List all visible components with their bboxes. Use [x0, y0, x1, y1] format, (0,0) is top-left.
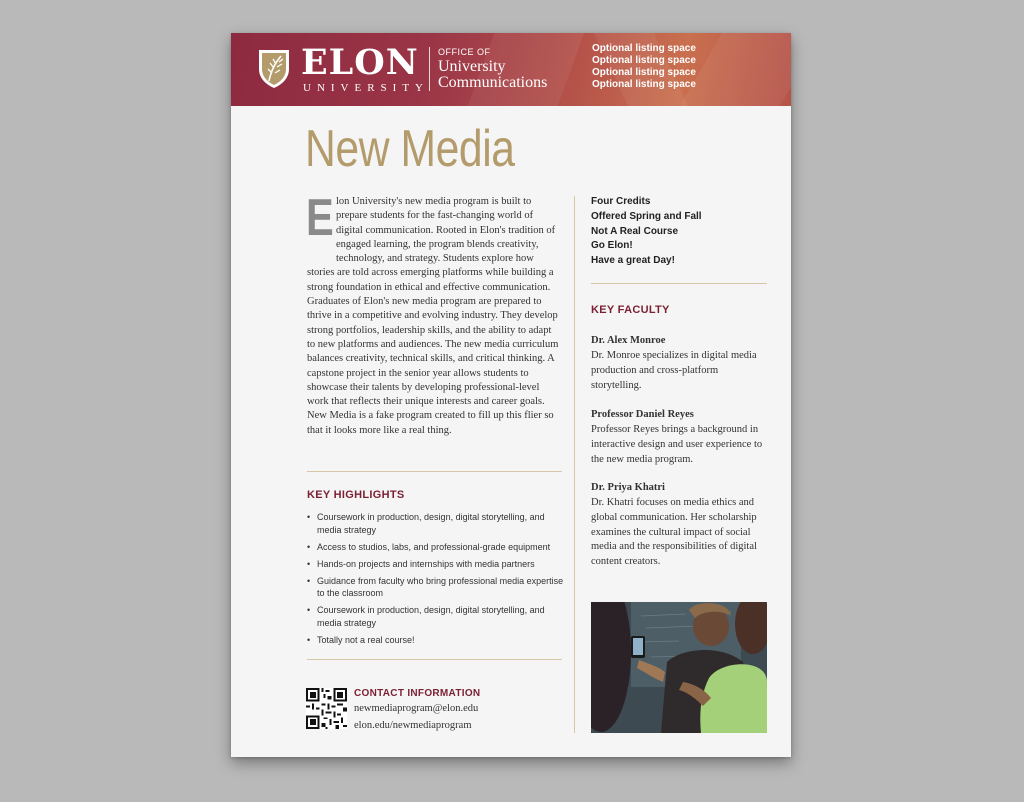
fact-item: Offered Spring and Fall: [591, 210, 702, 222]
divider: [307, 659, 562, 660]
intro-paragraph: [306, 189, 561, 438]
fact-item: Have a great Day!: [591, 255, 675, 267]
fact-item: Not A Real Course: [591, 225, 679, 237]
students-photo: [591, 602, 767, 733]
faculty-heading: KEY FACULTY: [591, 304, 670, 316]
office-line-1: University: [438, 58, 506, 75]
qr-code-icon: [306, 688, 347, 729]
list-item: • Coursework in production, design, digital storytelling, and media strategy: [307, 511, 569, 536]
faculty-name: Dr. Priya Khatri: [591, 482, 665, 493]
faculty-name: Dr. Alex Monroe: [591, 335, 666, 346]
office-of-label: OFFICE OF: [438, 47, 491, 57]
list-item: • Coursework in production, design, digital storytelling, and media strategy: [307, 604, 569, 629]
course-facts: [591, 195, 702, 269]
listing-space: Optional listing space: [592, 55, 696, 66]
header-banner: [231, 33, 791, 106]
highlights-heading: KEY HIGHLIGHTS: [307, 489, 405, 501]
listing-spaces: [592, 43, 696, 91]
listing-space: Optional listing space: [592, 67, 696, 78]
divider: [591, 283, 767, 284]
drop-cap: E: [306, 189, 334, 247]
contact-email-link[interactable]: newmediaprogram@elon.edu: [354, 703, 479, 714]
faculty-name: Professor Daniel Reyes: [591, 409, 694, 420]
fact-item: Go Elon!: [591, 240, 633, 252]
divider: [307, 471, 562, 472]
listing-space: Optional listing space: [592, 43, 696, 54]
listing-space: Optional listing space: [592, 79, 696, 90]
list-item: • Totally not a real course!: [307, 634, 569, 647]
fact-item: Four Credits: [591, 196, 651, 207]
page-title: New Media: [305, 120, 515, 178]
logo-divider: [429, 47, 430, 91]
highlights-list: [307, 511, 569, 651]
elon-shield-logo-icon: [257, 47, 291, 89]
list-item: • Guidance from faculty who bring professional media expertise to the classroom: [307, 575, 569, 600]
contact-website-link[interactable]: elon.edu/newmediaprogram: [354, 720, 472, 731]
faculty-bio: Dr. Khatri focuses on media ethics and global communication. Her scholarship examines the cultural impact of social media and the responsibilities of digital content creators.: [591, 497, 757, 568]
office-line-2: Communications: [438, 74, 548, 91]
flyer-page: [231, 33, 791, 757]
faculty-bio: Dr. Monroe specializes in digital media production and cross-platform storytelling.: [591, 350, 757, 391]
column-divider: [574, 196, 575, 733]
faculty-bio: Professor Reyes brings a background in interactive design and user experience to the new media program.: [591, 424, 763, 465]
intro-text: lon University's new media program is built to prepare students for the fast-changing world of digital communication. Rooted in Elon's tradition of engaged learning, the program blends creativity, technology, and strategy. Students explore how stories are told across emerging platforms while building a strong foundation in ethical and effective communication. Graduates of Elon's new media program are prepared to thrive in a competitive and evolving industry. They develop strong portfolios, leadership skills, and the ability to adapt to new platforms and audiences. The new media curriculum balances creativity, technical skills, and critical thinking. A capstone project in the senior year allows students to showcase their talents by developing professional-level work that reflects their unique interests and career goals. New Media is a fake program created to fill up this flier so that it looks more like a real thing.: [307, 196, 559, 436]
university-wordmark: UNIVERSITY: [303, 82, 429, 94]
list-item: • Hands-on projects and internships with media partners: [307, 558, 569, 571]
contact-heading: CONTACT INFORMATION: [354, 688, 481, 699]
elon-wordmark: ELON: [301, 42, 419, 83]
list-item: • Access to studios, labs, and professional-grade equipment: [307, 541, 569, 554]
